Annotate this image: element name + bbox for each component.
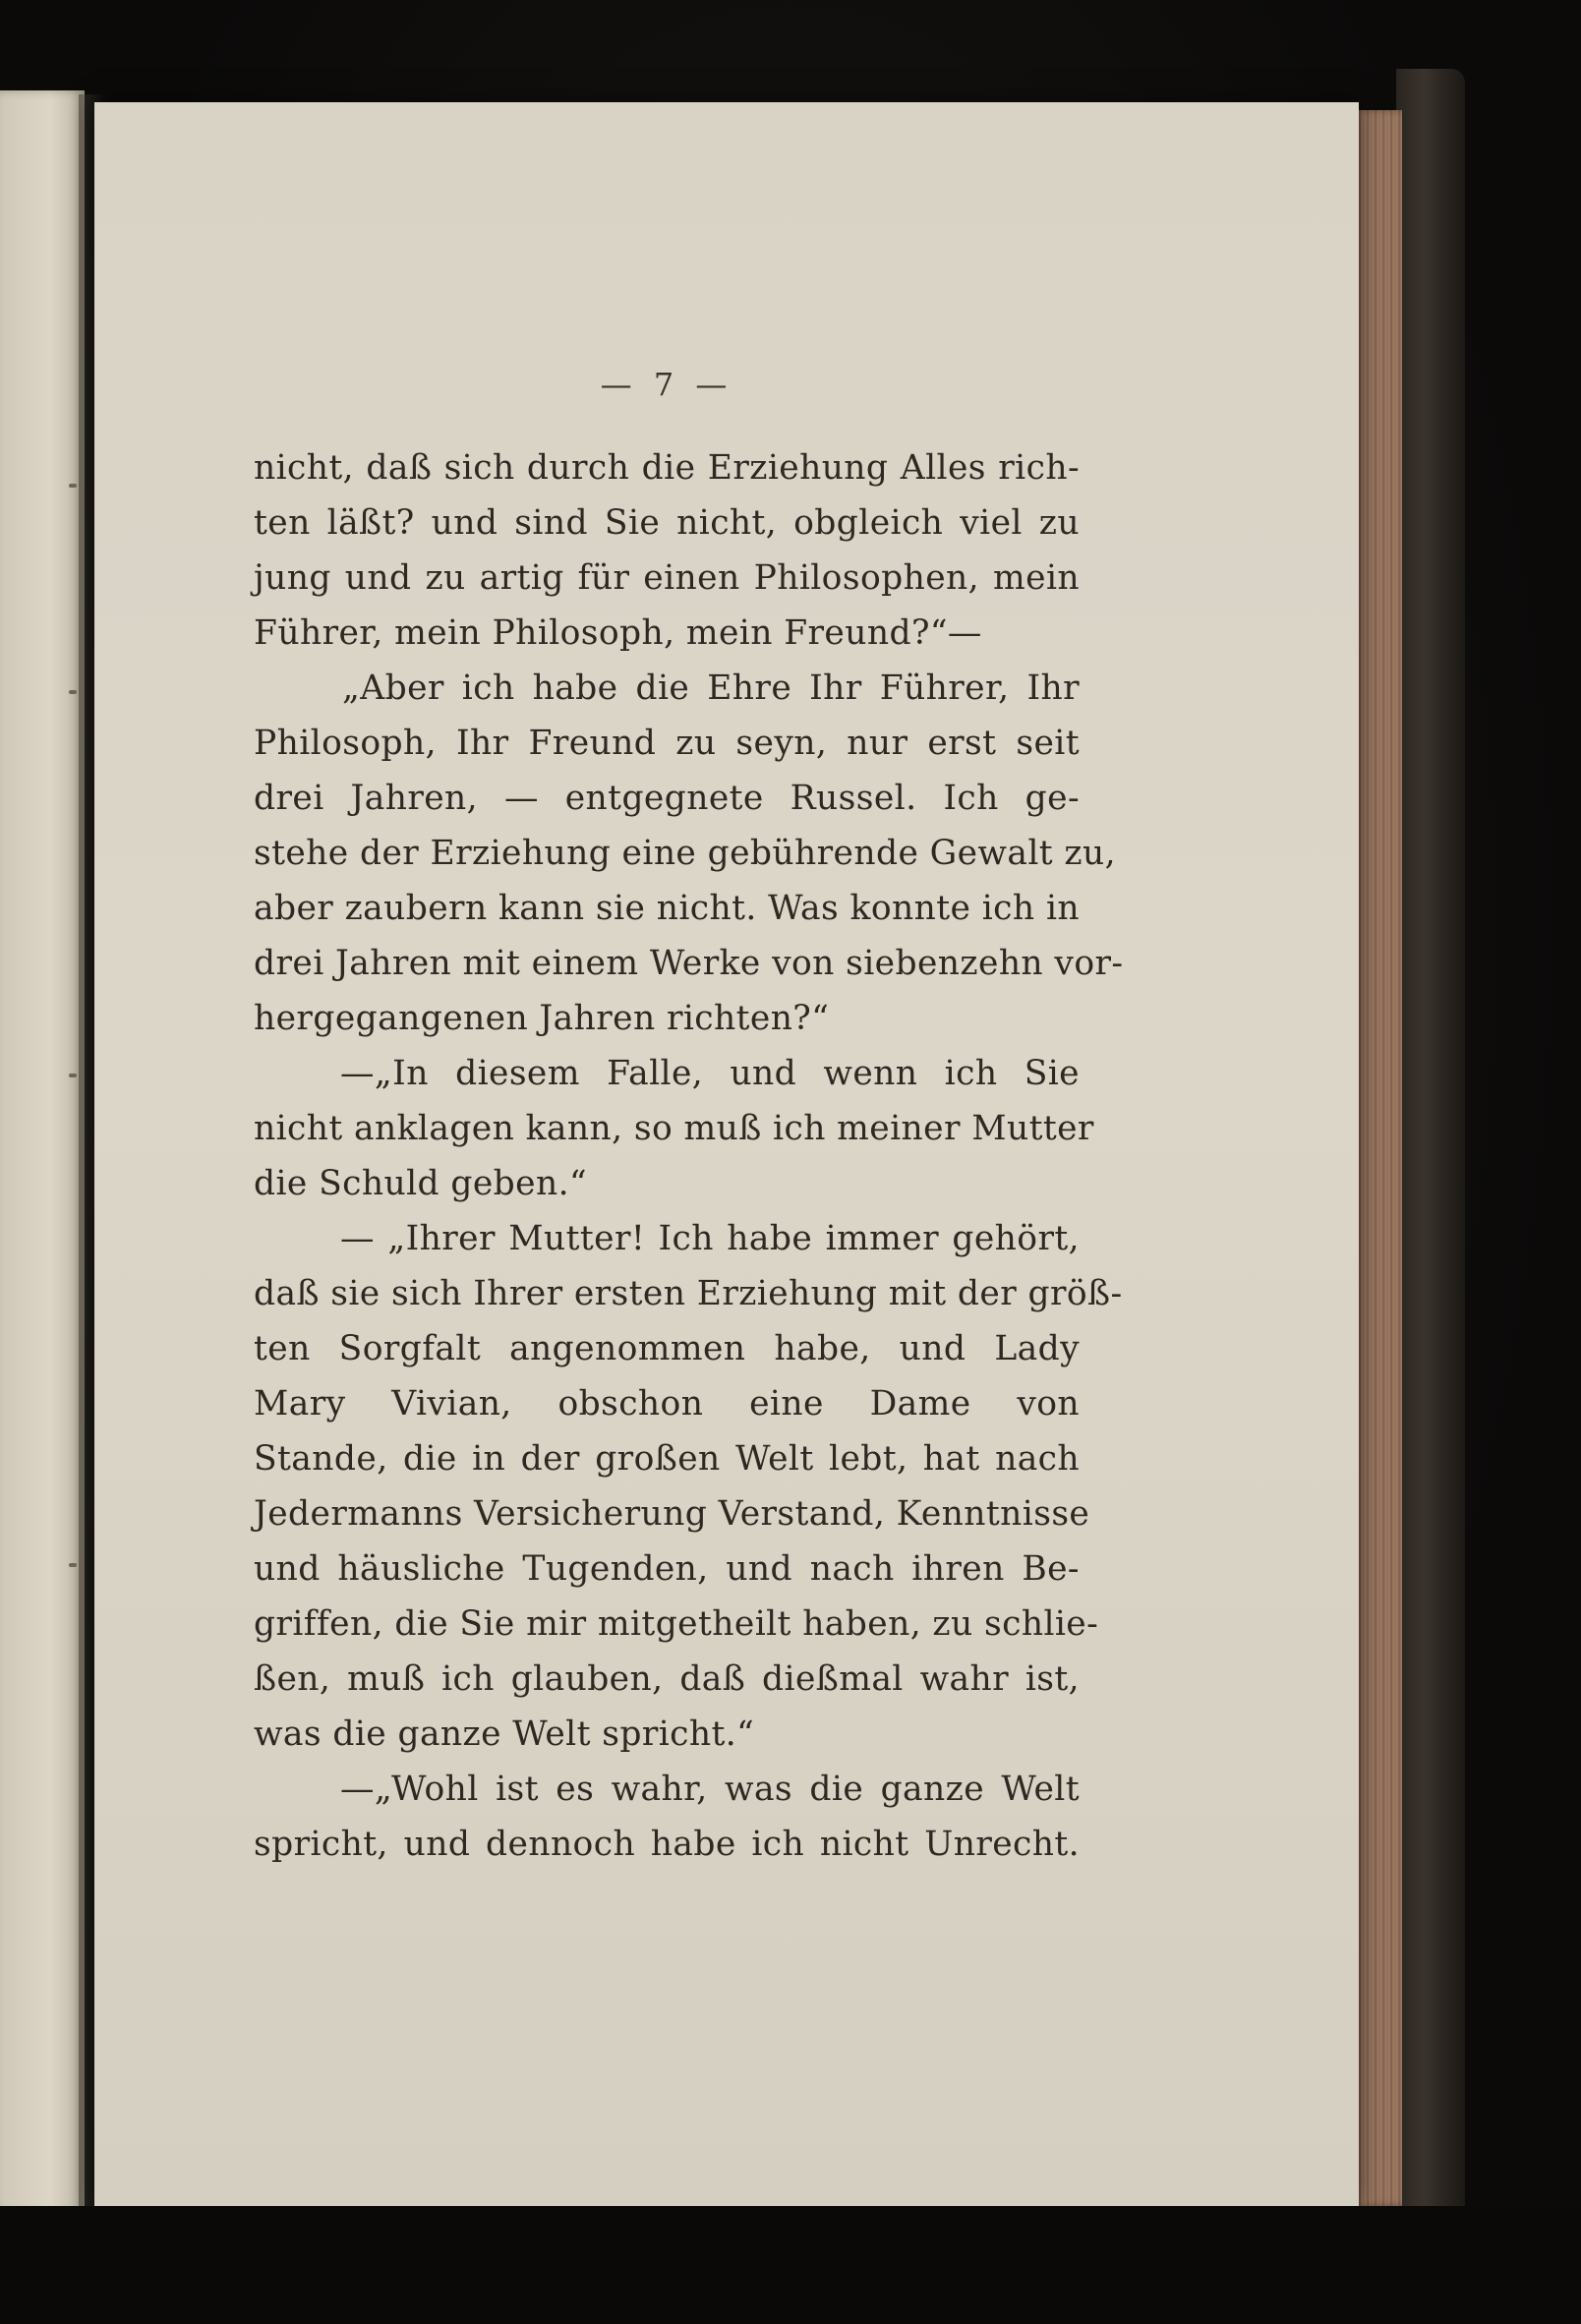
text-line: stehe der Erziehung eine gebührende Gewalt zu, xyxy=(254,834,1116,873)
book-binding xyxy=(1396,69,1465,2222)
text-line: ten läßt? und sind Sie nicht, obgleich viel zu xyxy=(254,503,1080,543)
left-page-edge xyxy=(0,90,85,2214)
text-line: Jedermanns Versicherung Verstand, Kenntnisse xyxy=(254,1494,1090,1534)
text-line: ten Sorgfalt angenommen habe, und Lady xyxy=(254,1329,1080,1368)
text-line: Mary Vivian, obschon eine Dame von xyxy=(254,1384,1080,1423)
text-line: drei Jahren, — entgegnete Russel. Ich ge- xyxy=(254,779,1080,818)
text-line: Führer, mein Philosoph, mein Freund?“— xyxy=(254,613,982,653)
margin-mark xyxy=(69,1074,77,1077)
text-line: drei Jahren mit einem Werke von siebenzehn vor- xyxy=(254,944,1124,983)
text-line: und häusliche Tugenden, und nach ihren Be- xyxy=(254,1549,1080,1589)
text-line: nicht anklagen kann, so muß ich meiner Mutter xyxy=(254,1109,1094,1148)
margin-mark xyxy=(69,1563,77,1567)
text-line: —„Wohl ist es wahr, was die ganze Welt xyxy=(340,1770,1080,1809)
text-line: was die ganze Welt spricht.“ xyxy=(254,1714,755,1754)
text-line: nicht, daß sich durch die Erziehung Alles rich- xyxy=(254,448,1080,488)
text-line: —„In diesem Falle, und wenn ich Sie xyxy=(340,1054,1080,1093)
page-number: — 7 — xyxy=(600,366,733,403)
text-line: jung und zu artig für einen Philosophen, mein xyxy=(254,558,1080,598)
text-line: „Aber ich habe die Ehre Ihr Führer, Ihr xyxy=(342,668,1080,708)
background-shadow xyxy=(0,2206,1581,2324)
text-line: die Schuld geben.“ xyxy=(254,1164,588,1203)
text-line: Philosoph, Ihr Freund zu seyn, nur erst seit xyxy=(254,724,1080,763)
text-line: griffen, die Sie mir mitgetheilt haben, zu schlie- xyxy=(254,1604,1099,1644)
text-line: aber zaubern kann sie nicht. Was konnte ich in xyxy=(254,889,1080,928)
page-edges xyxy=(1355,110,1402,2206)
text-line: hergegangenen Jahren richten?“ xyxy=(254,999,830,1038)
text-line: daß sie sich Ihrer ersten Erziehung mit der größ- xyxy=(254,1274,1123,1313)
text-line: spricht, und dennoch habe ich nicht Unrecht. xyxy=(254,1825,1080,1864)
margin-mark xyxy=(69,690,77,694)
text-line: Stande, die in der großen Welt lebt, hat nach xyxy=(254,1439,1080,1479)
margin-mark xyxy=(69,484,77,488)
text-line: ßen, muß ich glauben, daß dießmal wahr ist, xyxy=(254,1659,1080,1699)
text-line: — „Ihrer Mutter! Ich habe immer gehört, xyxy=(340,1219,1080,1258)
